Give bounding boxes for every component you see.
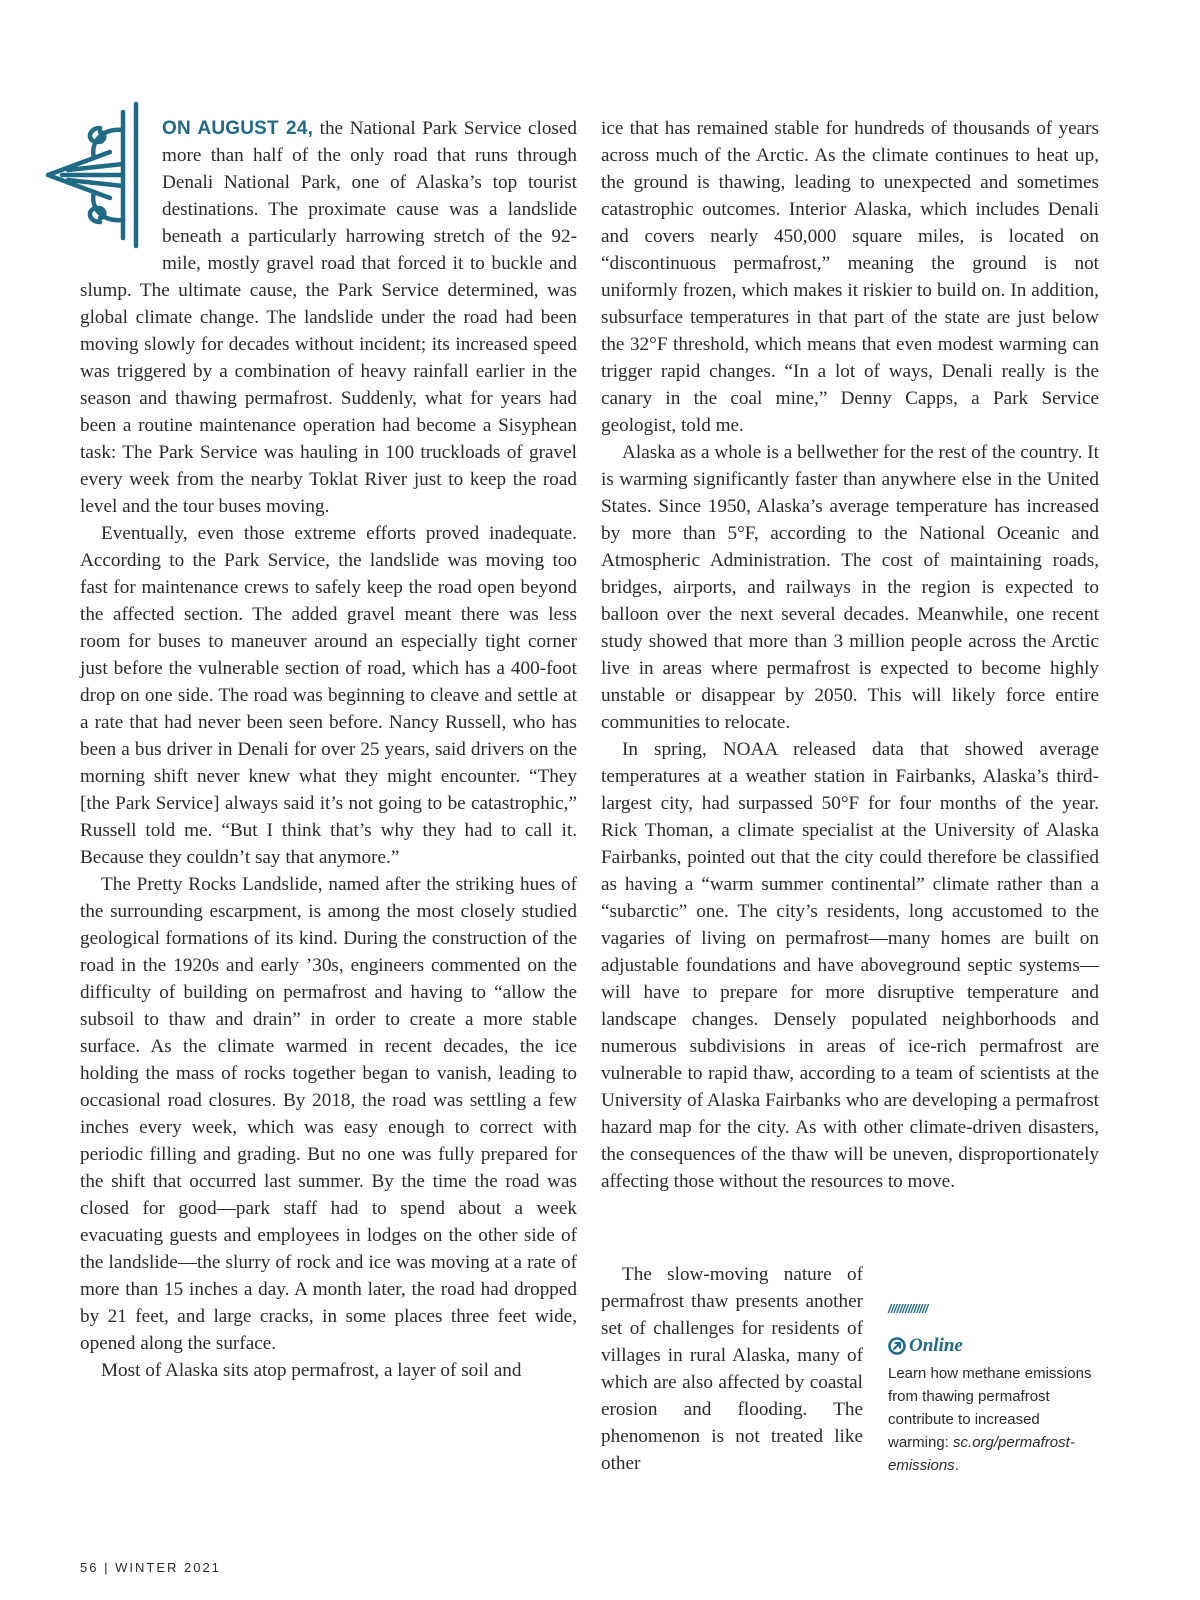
article-paragraph: Most of Alaska sits atop permafrost, a layer of soil and [101,1360,522,1381]
article-paragraph: Eventually, even those extreme efforts proved inadequate. According to the Park Service, the landslide was moving too fast for maintenance crews to safely keep the road open beyond the affected section. The added gravel meant there was less room for buses to maneuver around an especially tight corner just before the vulnerable section of road, which has a 400-foot drop on one side. The road was beginning to cleave and settle at a rate that had never been seen before. Nancy Russell, who has been a bus driver in Denali for over 25 years, said drivers on the morning shift never knew what they might encounter. “They [the Park Service] always said it’s not going to be catastrophic,” Russell told me. “But I think that’s why they had to call it. Because they couldn’t say that anymore.” [80,523,577,868]
online-title: Online [909,1335,963,1356]
article-paragraph: The slow-moving nature of permafrost thaw presents another set of challenges for residents of villages in rural Alaska, many of which are also affected by coastal erosion and flooding. The phenomenon is not treated like other [601,1264,863,1474]
lead-in: ON AUGUST 24, [162,118,314,139]
article-column-right-narrow [601,1261,863,1477]
issue-label: WINTER 2021 [115,1560,221,1575]
arrow-circle-icon [888,1337,906,1355]
page-number: 56 [80,1560,99,1575]
sidebar-link[interactable]: sc.org/permafrost-emissions [888,1434,1075,1474]
page-footer [80,1560,221,1575]
article-paragraph: Alaska as a whole is a bellwether for the rest of the country. It is warming significantly faster than anywhere else in the United States. Since 1950, Alaska’s average temperature has increased by more than 5°F, according to the National Oceanic and Atmospheric Administration. The cost of maintaining roads, bridges, airports, and railways in the region is expected to balloon over the next several decades. Meanwhile, one recent study showed that more than 3 million people across the Arctic live in areas where permafrost is expected to become highly unstable or disappear by 2050. This will likely force entire communities to relocate. [601,442,1099,733]
decorative-slashes: ////////////// [888,1302,928,1316]
folio-separator: | [104,1560,110,1575]
paragraph-text: the National Park Service closed more than half of the only road that runs through Denali National Park, one of Alaska’s top tourist destinations. The proximate cause was a landslide beneath a particularly harrowing stretch of the 92-mile, mostly gravel road that forced it to buckle and slump. The ultimate cause, the Park Service determined, was global climate change. The landslide under the road had been moving slowly for decades without incident; its increased speed was triggered by a combination of heavy rainfall earlier in the season and thawing permafrost. Suddenly, what for years had been a routine maintenance operation had become a Sisyphean task: The Park Service was hauling in 100 truckloads of gravel every week from the nearby Toklat River just to keep the road level and the tour buses moving. [80,118,578,517]
sidebar-text [888,1362,1103,1477]
article-column-right [601,115,1099,1195]
article-paragraph: In spring, NOAA released data that showed average temperatures at a weather station in Fairbanks, Alaska’s third-largest city, had surpassed 50°F for four months of the year. Rick Thoman, a climate specialist at the University of Alaska Fairbanks, pointed out that the city could therefore be classified as having a “warm summer continental” climate rather than a “subarctic” one. The city’s residents, long accustomed to the vagaries of living on permafrost—many homes are built on adjustable foundations and have aboveground septic systems—will have to prepare for more disruptive temperature and landscape changes. Densely populated neighborhoods and numerous subdivisions in areas of ice-rich permafrost are vulnerable to rapid thaw, according to a team of scientists at the University of Alaska Fairbanks who are developing a permafrost hazard map for the city. As with other climate-driven disasters, the consequences of the thaw will be uneven, disproportionately affecting those without the resources to move. [601,739,1099,1192]
article-paragraph: ice that has remained stable for hundreds of thousands of years across much of the Arctic. As the climate continues to heat up, the ground is thawing, leading to unexpected and sometimes catastrophic outcomes. Interior Alaska, which includes Denali and covers nearly 450,000 square miles, is located on “discontinuous permafrost,” meaning the ground is not uniformly frozen, which makes it riskier to build on. In addition, subsurface temperatures in that part of the state are just below the 32°F threshold, which means that even modest warming can trigger rapid changes. “In a lot of ways, Denali really is the canary in the coal mine,” Denny Capps, a Park Service geologist, told me. [601,118,1099,436]
article-paragraph: The Pretty Rocks Landslide, named after the striking hues of the surrounding escarpment, is among the most closely studied geological formations of its kind. During the construction of the road in the 1920s and early ’30s, engineers commented on the difficulty of building on permafrost and having to “allow the subsoil to thaw and drain” in order to create a more stable surface. As the climate warmed in recent decades, the ice holding the mass of rocks together began to vanish, leading to occasional road closures. By 2018, the road was settling a few inches every week, which was easy enough to correct with periodic filling and grading. But no one was fully prepared for the shift that occurred last summer. By the time the road was closed for good—park staff had to spend about a week evacuating guests and employees in lodges on the other side of the landslide—the slurry of rock and ice was moving at a rate of more than 15 inches a day. A month later, the road had dropped by 21 feet, and large cracks, in some places three feet wide, opened along the surface. [80,874,577,1354]
article-column-left [80,115,577,1384]
online-sidebar [888,1302,1103,1477]
drop-cap-spacer [80,115,162,251]
sidebar-body: Learn how methane emissions from thawing permafrost contribute to increased warming: [888,1365,1092,1451]
online-heading [888,1334,1103,1358]
sidebar-period: . [954,1457,959,1474]
